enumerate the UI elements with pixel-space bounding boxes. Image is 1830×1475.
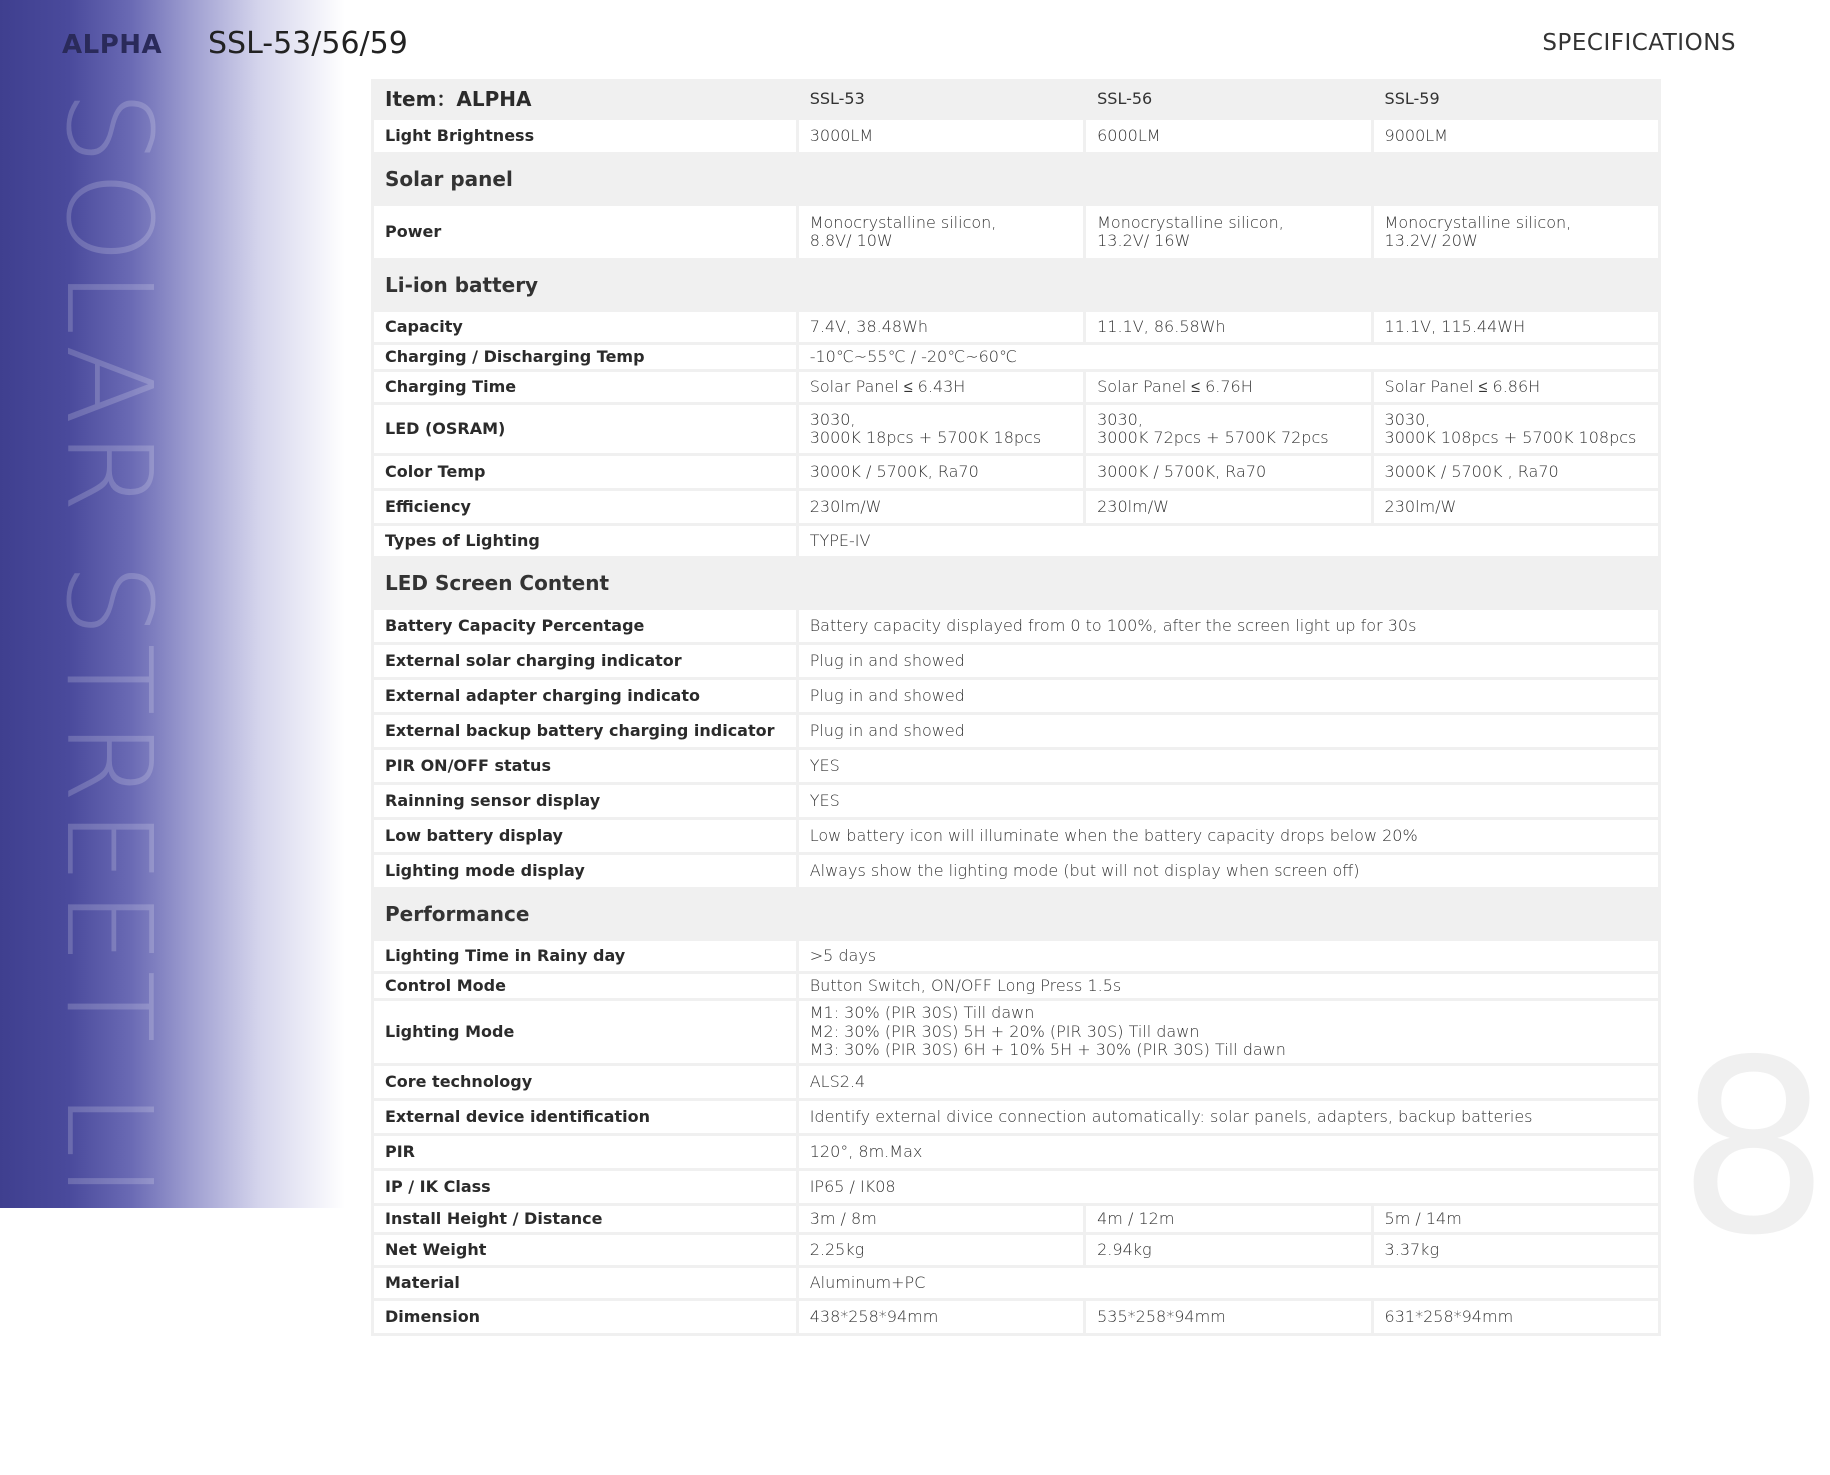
table-row [374, 974, 1658, 998]
table-row [374, 855, 1658, 887]
table-row [374, 1001, 1658, 1063]
row-value: Identify external divice connection automatically: solar panels, adapters, backup batteries [799, 1101, 1658, 1133]
table-row [374, 1136, 1658, 1168]
row-value: Low battery icon will illuminate when the battery capacity drops below 20% [799, 820, 1658, 852]
row-value: 2.25kg [799, 1235, 1083, 1265]
row-value: 3030, 3000K 108pcs + 5700K 108pcs [1374, 405, 1658, 453]
row-label: Dimension [374, 1301, 796, 1333]
row-value: 6000LM [1086, 120, 1370, 152]
table-row [374, 1301, 1658, 1333]
table-row [374, 1268, 1658, 1298]
section-title: Solar panel [374, 155, 1658, 203]
row-label: Charging / Discharging Temp [374, 345, 796, 369]
row-label: Lighting Time in Rainy day [374, 941, 796, 971]
model-title: SSL-53/56/59 [208, 26, 408, 61]
row-value: IP65 / IK08 [799, 1171, 1658, 1203]
table-row [374, 1235, 1658, 1265]
row-value: 2.94kg [1086, 1235, 1370, 1265]
row-label: External device identification [374, 1101, 796, 1133]
table-row [374, 610, 1658, 642]
row-label: IP / IK Class [374, 1171, 796, 1203]
table-row [374, 456, 1658, 488]
table-row [374, 312, 1658, 342]
row-value: 7.4V, 38.48Wh [799, 312, 1083, 342]
row-value: TYPE-IV [799, 526, 1658, 556]
row-label: Lighting Mode [374, 1001, 796, 1063]
table-row [374, 750, 1658, 782]
row-value: Aluminum+PC [799, 1268, 1658, 1298]
row-label: Color Temp [374, 456, 796, 488]
row-value: Monocrystalline silicon, 8.8V/ 10W [799, 206, 1083, 258]
row-label: Control Mode [374, 974, 796, 998]
table-row [374, 1206, 1658, 1232]
row-label: Core technology [374, 1066, 796, 1098]
row-value: 3000LM [799, 120, 1083, 152]
row-label: Rainning sensor display [374, 785, 796, 817]
row-value: 4m / 12m [1086, 1206, 1370, 1232]
row-value: 120°, 8m.Max [799, 1136, 1658, 1168]
row-label: Install Height / Distance [374, 1206, 796, 1232]
table-row [374, 1171, 1658, 1203]
row-label: Material [374, 1268, 796, 1298]
row-value: 230lm/W [1374, 491, 1658, 523]
row-label: PIR [374, 1136, 796, 1168]
table-row [374, 785, 1658, 817]
table-row [374, 206, 1658, 258]
row-value: Monocrystalline silicon, 13.2V/ 16W [1086, 206, 1370, 258]
section-heading: SPECIFICATIONS [1542, 30, 1736, 56]
row-value: 11.1V, 86.58Wh [1086, 312, 1370, 342]
row-value: Battery capacity displayed from 0 to 100%, after the screen light up for 30s [799, 610, 1658, 642]
row-value: 230lm/W [799, 491, 1083, 523]
row-value: 11.1V, 115.44WH [1374, 312, 1658, 342]
header-model-cell: SSL-56 [1086, 82, 1370, 117]
row-value: Solar Panel ≤ 6.86H [1374, 372, 1658, 402]
row-value: 535*258*94mm [1086, 1301, 1370, 1333]
header-model-cell: SSL-59 [1374, 82, 1658, 117]
table-row [374, 1101, 1658, 1133]
row-value: Plug in and showed [799, 715, 1658, 747]
section-title: LED Screen Content [374, 559, 1658, 607]
row-label: Efficiency [374, 491, 796, 523]
row-value: Solar Panel ≤ 6.76H [1086, 372, 1370, 402]
row-value: 3.37kg [1374, 1235, 1658, 1265]
table-row [374, 645, 1658, 677]
row-label: Low battery display [374, 820, 796, 852]
header-item-cell: Item：ALPHA [374, 82, 796, 117]
table-header-row [374, 82, 1658, 117]
table-row [374, 120, 1658, 152]
row-label: Net Weight [374, 1235, 796, 1265]
side-vertical-title: SOLAR STREET LIGHT [40, 90, 178, 1475]
row-label: External adapter charging indicato [374, 680, 796, 712]
row-value: -10℃~55℃ / -20℃~60℃ [799, 345, 1658, 369]
page-number: 8 [1677, 1008, 1830, 1288]
section-title: Li-ion battery [374, 261, 1658, 309]
row-value: 9000LM [1374, 120, 1658, 152]
row-label: External backup battery charging indicator [374, 715, 796, 747]
row-value: ALS2.4 [799, 1066, 1658, 1098]
row-label: Capacity [374, 312, 796, 342]
row-value: 230lm/W [1086, 491, 1370, 523]
row-value: YES [799, 750, 1658, 782]
table-row [374, 405, 1658, 453]
table-row [374, 820, 1658, 852]
row-value: Plug in and showed [799, 680, 1658, 712]
row-value: 3000K / 5700K , Ra70 [1374, 456, 1658, 488]
row-label: LED (OSRAM) [374, 405, 796, 453]
header-model-cell: SSL-53 [799, 82, 1083, 117]
row-value: 3000K / 5700K, Ra70 [1086, 456, 1370, 488]
row-value: Plug in and showed [799, 645, 1658, 677]
row-value: 631*258*94mm [1374, 1301, 1658, 1333]
spec-table [371, 79, 1661, 1336]
row-value: Solar Panel ≤ 6.43H [799, 372, 1083, 402]
row-value: YES [799, 785, 1658, 817]
row-value: 5m / 14m [1374, 1206, 1658, 1232]
table-row [374, 715, 1658, 747]
row-label: Types of Lighting [374, 526, 796, 556]
row-value: Always show the lighting mode (but will not display when screen off) [799, 855, 1658, 887]
section-row [374, 890, 1658, 938]
spec-table-body [374, 82, 1658, 1333]
row-label: PIR ON/OFF status [374, 750, 796, 782]
row-label: Lighting mode display [374, 855, 796, 887]
row-label: Battery Capacity Percentage [374, 610, 796, 642]
row-label: External solar charging indicator [374, 645, 796, 677]
table-row [374, 372, 1658, 402]
table-row [374, 345, 1658, 369]
row-value: Button Switch, ON/OFF Long Press 1.5s [799, 974, 1658, 998]
row-label: Charging Time [374, 372, 796, 402]
row-value: 3030, 3000K 18pcs + 5700K 18pcs [799, 405, 1083, 453]
table-row [374, 680, 1658, 712]
row-value: 3030, 3000K 72pcs + 5700K 72pcs [1086, 405, 1370, 453]
brand-logo: ALPHA [62, 30, 163, 60]
section-row [374, 261, 1658, 309]
row-value: >5 days [799, 941, 1658, 971]
row-value: Monocrystalline silicon, 13.2V/ 20W [1374, 206, 1658, 258]
row-value: 3000K / 5700K, Ra70 [799, 456, 1083, 488]
row-value: 3m / 8m [799, 1206, 1083, 1232]
row-value: 438*258*94mm [799, 1301, 1083, 1333]
table-row [374, 491, 1658, 523]
row-label: Light Brightness [374, 120, 796, 152]
row-value: M1: 30% (PIR 30S) Till dawn M2: 30% (PIR 30S) 5H + 20% (PIR 30S) Till dawn M3: 30% (PIR 30S) 6H + 10% 5H + 30% (PIR 30S) Till dawn [799, 1001, 1658, 1063]
table-row [374, 526, 1658, 556]
section-row [374, 155, 1658, 203]
table-row [374, 1066, 1658, 1098]
section-title: Performance [374, 890, 1658, 938]
row-label: Power [374, 206, 796, 258]
table-row [374, 941, 1658, 971]
section-row [374, 559, 1658, 607]
